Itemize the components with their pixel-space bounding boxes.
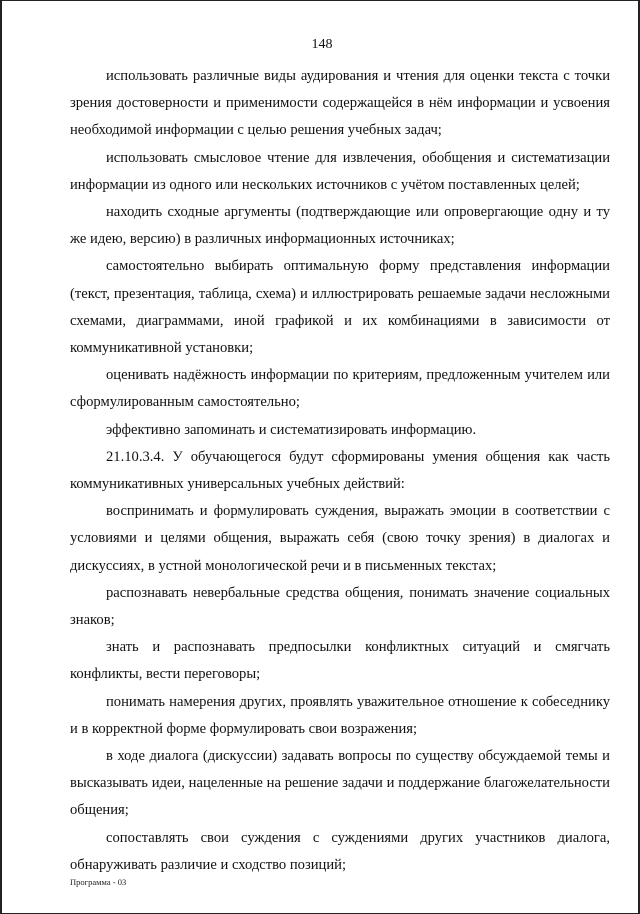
paragraph: понимать намерения других, проявлять уважительное отношение к собеседнику и в корректной форме формулировать свои возражения;	[70, 693, 610, 737]
paragraph: воспринимать и формулировать суждения, выражать эмоции в соответствии с условиями и целями общения, выражать себя (свою точку зрения) в диалогах и дискуссиях, в устной монологической речи и в письменных текстах;	[70, 503, 610, 574]
paragraph: оценивать надёжность информации по критериям, предложенным учителем или сформулированным самостоятельно;	[70, 367, 610, 411]
body-text	[70, 63, 610, 879]
paragraph: использовать различные виды аудирования и чтения для оценки текста с точки зрения достоверности и применимости содержащейся в нём информации и усвоения необходимой информации с целью решения учебных задач;	[70, 68, 610, 139]
paragraph: эффективно запоминать и систематизировать информацию.	[106, 421, 477, 438]
paragraph: самостоятельно выбирать оптимальную форму представления информации (текст, презентация, таблица, схема) и иллюстрировать решаемые задачи несложными схемами, диаграммами, иной графикой и их комбинациями в зависимости от коммуникативной установки;	[70, 258, 610, 357]
footer-label: Программа - 03	[70, 877, 127, 887]
paragraph: в ходе диалога (дискуссии) задавать вопросы по существу обсуждаемой темы и высказывать идеи, нацеленные на решение задачи и поддержание благожелательности общения;	[70, 748, 610, 819]
paragraph: 21.10.3.4. У обучающегося будут сформированы умения общения как часть коммуникативных универсальных учебных действий:	[70, 448, 610, 493]
paragraph: находить сходные аргументы (подтверждающие или опровергающие одну и ту же идею, версию) в различных информационных источниках;	[70, 204, 610, 248]
paragraph: знать и распознавать предпосылки конфликтных ситуаций и смягчать конфликты, вести переговоры;	[70, 639, 610, 683]
paragraph: распознавать невербальные средства общения, понимать значение социальных знаков;	[70, 584, 610, 629]
page-number: 148	[311, 37, 333, 52]
paragraph: использовать смысловое чтение для извлечения, обобщения и систематизации информации из одного или нескольких источников с учётом поставленных целей;	[70, 149, 610, 193]
paragraph: сопоставлять свои суждения с суждениями других участников диалога, обнаруживать различие и сходство позиций;	[70, 829, 610, 873]
